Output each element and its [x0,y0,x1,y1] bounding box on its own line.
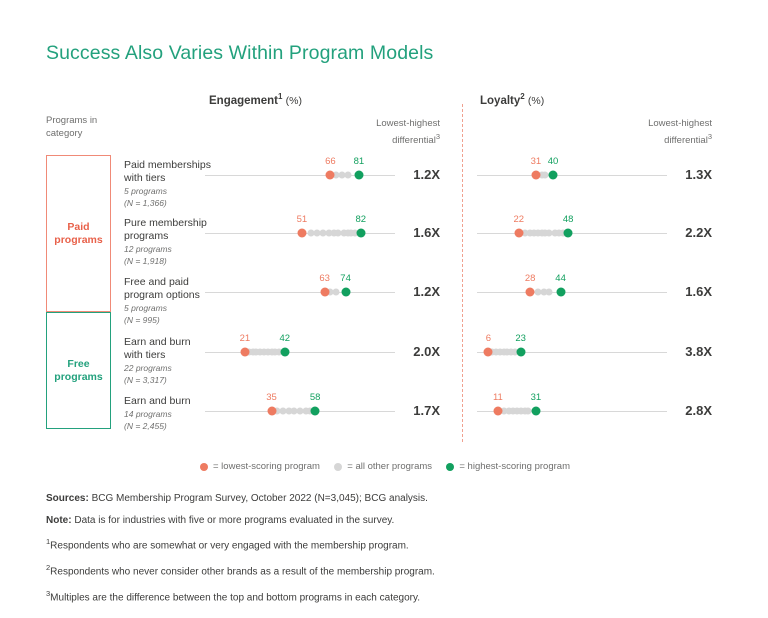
legend-label-lowest: = lowest-scoring program [213,461,320,472]
footer-note-text: Data is for industries with five or more programs evaluated in the survey. [71,514,395,526]
plot-engagement [205,391,395,431]
data-label-lowest: 6 [485,333,492,344]
data-point-highest [531,407,540,416]
data-point-lowest [484,348,493,357]
differential-value: 1.7X [413,403,440,418]
data-label-highest: 82 [355,214,367,225]
data-point-lowest [297,229,306,238]
data-point-other [546,289,553,296]
engagement-footnote-marker: 1 [278,92,283,101]
footer [46,488,726,608]
footer-note-label: Note: [46,514,72,526]
row-label-line1: Paid memberships [124,159,211,171]
differential-value: 2.8X [685,403,712,418]
data-point-other [344,172,351,179]
row-sample-size: (N = 1,366) [124,198,167,208]
data-point-lowest [531,171,540,180]
data-point-lowest [320,288,329,297]
plot-axis-line [477,175,667,176]
footnote-2-text: Respondents who never consider other brands as a result of the membership program. [50,566,435,578]
data-label-lowest: 35 [266,392,277,403]
row-sample-size: (N = 2,455) [124,421,167,431]
plot-axis-line [205,175,395,176]
row-label-line1: Free and paid [124,276,189,288]
differential-line1: Lowest-highest [648,118,712,129]
group-free-line1: Free [67,357,90,370]
footer-footnote-2 [46,557,726,583]
data-label-highest: 81 [353,156,365,167]
footer-footnote-3 [46,583,726,609]
data-label-lowest: 28 [524,273,536,284]
data-point-highest [280,348,289,357]
differential-line1: Lowest-highest [376,118,440,129]
plot-engagement [205,213,395,253]
differential-value: 1.6X [685,284,712,299]
row-programs-count: 14 programs [124,409,172,419]
footer-sources-text: BCG Membership Program Survey, October 2022 (N=3,045); BCG analysis. [88,493,428,504]
data-label-highest: 74 [340,273,351,284]
legend-label-highest: = highest-scoring program [459,461,570,472]
legend-item-other [334,461,432,472]
data-point-lowest [326,171,335,180]
data-point-lowest [267,407,276,416]
row-programs-count: 5 programs [124,303,167,313]
data-point-highest [341,288,350,297]
engagement-unit: (%) [285,94,303,107]
data-label-highest: 31 [530,392,542,403]
differential-value: 1.2X [413,167,440,182]
legend-label-other: = all other programs [347,461,433,472]
differential-value: 2.0X [413,344,440,359]
data-label-highest: 48 [562,214,574,225]
data-point-other [333,289,340,296]
legend-dot-other-icon [334,463,342,471]
footnote-1-marker: 1 [46,537,51,546]
row-programs-count: 5 programs [124,186,167,196]
differential-footnote-marker: 3 [435,132,440,141]
plot-axis-line [205,292,395,293]
data-label-highest: 42 [279,333,291,344]
data-label-highest: 23 [515,333,526,344]
plot-loyalty [477,391,667,431]
data-label-highest: 58 [309,392,321,403]
data-label-lowest: 11 [492,392,503,403]
data-label-lowest: 66 [325,156,336,167]
loyalty-column-header [480,92,544,107]
data-point-highest [311,407,320,416]
data-point-highest [356,229,365,238]
row-label-line1: Earn and burn [124,336,191,348]
data-point-highest [354,171,363,180]
footnote-3-text: Multiples are the difference between the top and bottom programs in each category. [50,591,421,603]
footer-sources-label: Sources: [46,493,89,504]
data-point-lowest [240,348,249,357]
differential-value: 2.2X [685,225,712,240]
legend-dot-lowest-icon [200,463,208,471]
engagement-label: Engagement [209,94,279,107]
data-point-lowest [526,288,535,297]
data-label-highest: 40 [547,156,559,167]
plot-axis-line [477,292,667,293]
differential-footnote-marker: 3 [707,132,712,141]
engagement-differential-header [330,117,440,147]
panel-divider [462,104,463,442]
footnote-1-text: Respondents who are somewhat or very engaged with the membership program. [50,540,409,552]
plot-loyalty [477,272,667,312]
footnote-3-marker: 3 [46,588,51,598]
left-caption: Programs in category [46,115,98,139]
group-box-paid [46,155,111,312]
row-sample-size: (N = 1,918) [124,256,167,266]
loyalty-differential-header [602,117,712,147]
group-paid-line2: programs [54,233,103,246]
differential-value: 1.6X [413,225,440,240]
data-label-lowest: 22 [513,214,525,225]
row-label-line2: with tiers [124,172,166,184]
footer-note [46,510,726,532]
data-point-lowest [493,407,502,416]
group-box-free [46,312,111,429]
footer-footnote-1 [46,531,726,557]
differential-value: 3.8X [685,344,712,359]
data-label-lowest: 51 [296,214,308,225]
footnote-2-marker: 2 [46,562,51,572]
loyalty-unit: (%) [527,94,545,107]
plot-engagement [205,332,395,372]
differential-line2: differential [392,135,436,147]
data-point-highest [549,171,558,180]
differential-value: 1.2X [413,284,440,299]
group-free-line2: programs [54,370,103,383]
row-label-line2: program options [124,289,200,301]
footer-sources [46,488,726,510]
data-point-highest [516,348,525,357]
plot-loyalty [477,332,667,372]
legend-item-highest [446,461,570,472]
plot-loyalty [477,213,667,253]
page-title: Success Also Varies Within Program Models [46,42,434,64]
plot-engagement [205,272,395,312]
legend-dot-highest-icon [446,463,454,471]
row-label-line2: programs [124,230,169,242]
row-sample-size: (N = 3,317) [124,375,167,385]
differential-line2: differential [664,135,708,147]
data-point-highest [564,229,573,238]
plot-loyalty [477,155,667,195]
row-label-line1: Earn and burn [124,395,191,407]
legend-item-lowest [200,461,320,472]
row-label-line2: with tiers [124,349,166,361]
differential-value: 1.3X [685,167,712,182]
loyalty-footnote-marker: 2 [520,92,525,101]
loyalty-label: Loyalty [480,94,521,107]
data-point-lowest [514,229,523,238]
row-programs-count: 22 programs [124,363,172,373]
legend [200,461,570,472]
engagement-column-header [209,92,302,107]
group-paid-line1: Paid [67,220,90,233]
data-label-highest: 44 [555,273,566,284]
row-label-line1: Pure membership [124,217,207,229]
row-sample-size: (N = 995) [124,315,160,325]
data-label-lowest: 21 [239,333,251,344]
data-point-highest [556,288,565,297]
plot-axis-line [205,352,395,353]
data-label-lowest: 31 [530,156,542,167]
data-label-lowest: 63 [319,273,330,284]
row-programs-count: 12 programs [124,244,172,254]
plot-engagement [205,155,395,195]
